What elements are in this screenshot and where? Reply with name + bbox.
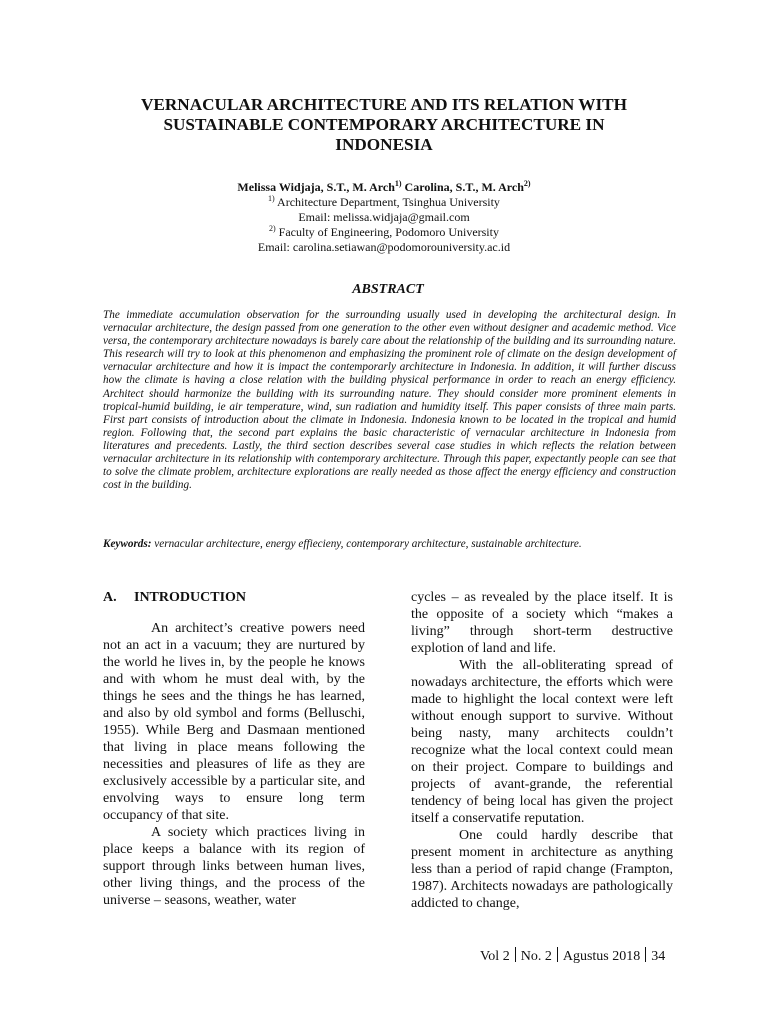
author-block bbox=[150, 180, 618, 255]
title-line: INDONESIA bbox=[335, 135, 433, 154]
affiliation-line bbox=[150, 195, 618, 210]
left-column bbox=[103, 620, 365, 909]
author-email: Email: carolina.setiawan@podomorouniversity.ac.id bbox=[257, 240, 511, 254]
paper-title bbox=[110, 95, 658, 155]
affiliation-marker: 1) bbox=[268, 194, 275, 203]
keywords-label: Keywords: bbox=[103, 538, 152, 550]
section-title: INTRODUCTION bbox=[134, 590, 247, 605]
footer-date: Agustus 2018 bbox=[562, 949, 641, 964]
page-footer bbox=[480, 947, 676, 966]
footer-separator bbox=[645, 947, 646, 962]
section-heading bbox=[103, 590, 246, 606]
body-paragraph: An architect’s creative powers need not an act in a vacuum; they are nurtured by the world he lives in, by the people he knows and with whom he must deal with, by the things he sees and the things he has learned, and also by old symbol and forms (Belluschi, 1955). While Berg and Dasmaan mentioned that living in place means following the necessities and pleasures of life as they are exclusively accessible by a particular site, and envolving ways to ensure long term occupancy of that site. bbox=[103, 621, 365, 823]
body-paragraph: With the all-obliterating spread of nowadays architecture, the efforts which were made to highlight the local context were left without enough support to survive. Without being nasty, many architects couldn’t recognize what the local context could mean on their project. Compare to buildings and projects of avant-grande, the referential tendency of being local has given the project itself a conservatife reputation. bbox=[411, 658, 673, 826]
affiliation-text: Architecture Department, Tsinghua University bbox=[274, 195, 500, 209]
footer-number: No. 2 bbox=[520, 949, 552, 964]
abstract-heading: ABSTRACT bbox=[352, 282, 424, 297]
abstract-text: The immediate accumulation observation for the surrounding usually used in developing the architectural design. In vernacular architecture, the design passed from one generation to the other even without designer and academic method. Vice versa, the contemporary architecture nowadays is barely care about the relationship of the building and its surrounding nature. This research will try to look at this phenomenon and emphasizing the prominent role of climate on the design development of vernacular architecture and how it is impact the contemporarly architecture in Indonesia. In addition, it will further discuss how the climate is having a close relation with the building physical performance in order to reach an energy efficiency. Architect should harmonize the building with its surrounding nature. They should consider more prominent elements in tropical-humid building, ie air temperature, wind, sun radiation and humidity itself. This paper consists of three main parts. First part consists of introduction about the climate in Indonesia. Indonesia known to be located in the tropical and humid region. Following that, the second part explains the basic characteristic of vernacular architecture in Indonesia from literatures and precedents. Lastly, the third section describes several case studies in which reflects the relation between vernacular architecture in its relationship with contemporary architecture. Through this paper, expectantly people can see that to solve the climate problem, architecture explorations are really needed as those affect the energy efficiency and construction cost in the building. bbox=[103, 309, 676, 492]
body-paragraph: One could hardly describe that present moment in architecture as anything less than a period of rapid change (Frampton, 1987). Architects nowadays are pathologically addicted to change, bbox=[411, 828, 673, 911]
body-paragraph: A society which practices living in place keeps a balance with its region of support through links between human lives, other living things, and the process of the universe – seasons, weather, water bbox=[103, 825, 365, 908]
keywords-line bbox=[103, 537, 676, 551]
affiliation-text: Faculty of Engineering, Podomoro University bbox=[275, 225, 499, 239]
title-line: SUSTAINABLE CONTEMPORARY ARCHITECTURE IN bbox=[163, 115, 605, 134]
affiliation-marker: 2) bbox=[269, 224, 276, 233]
author-names bbox=[150, 180, 618, 195]
section-number: A. bbox=[103, 590, 117, 605]
author-email: Email: melissa.widjaja@gmail.com bbox=[298, 210, 470, 224]
title-line: VERNACULAR ARCHITECTURE AND ITS RELATION WITH bbox=[141, 95, 627, 114]
author-affiliation-marker: 2) bbox=[523, 179, 531, 188]
author-name: Melissa Widjaja, S.T., M. Arch bbox=[237, 180, 395, 194]
body-paragraph: cycles – as revealed by the place itself. It is the opposite of a society which “makes a living” through short-term destructive explotion of land and life. bbox=[411, 590, 673, 656]
author-name: Carolina, S.T., M. Arch bbox=[401, 180, 524, 194]
footer-separator bbox=[515, 947, 516, 962]
footer-volume: Vol 2 bbox=[480, 949, 510, 964]
affiliation-line bbox=[150, 225, 618, 240]
keywords-text: vernacular architecture, energy effiecieny, contemporary architecture, sustainable architecture. bbox=[151, 538, 582, 550]
right-column bbox=[411, 589, 673, 912]
page-number: 34 bbox=[651, 949, 666, 964]
author-affiliation-marker: 1) bbox=[394, 179, 402, 188]
footer-separator bbox=[557, 947, 558, 962]
